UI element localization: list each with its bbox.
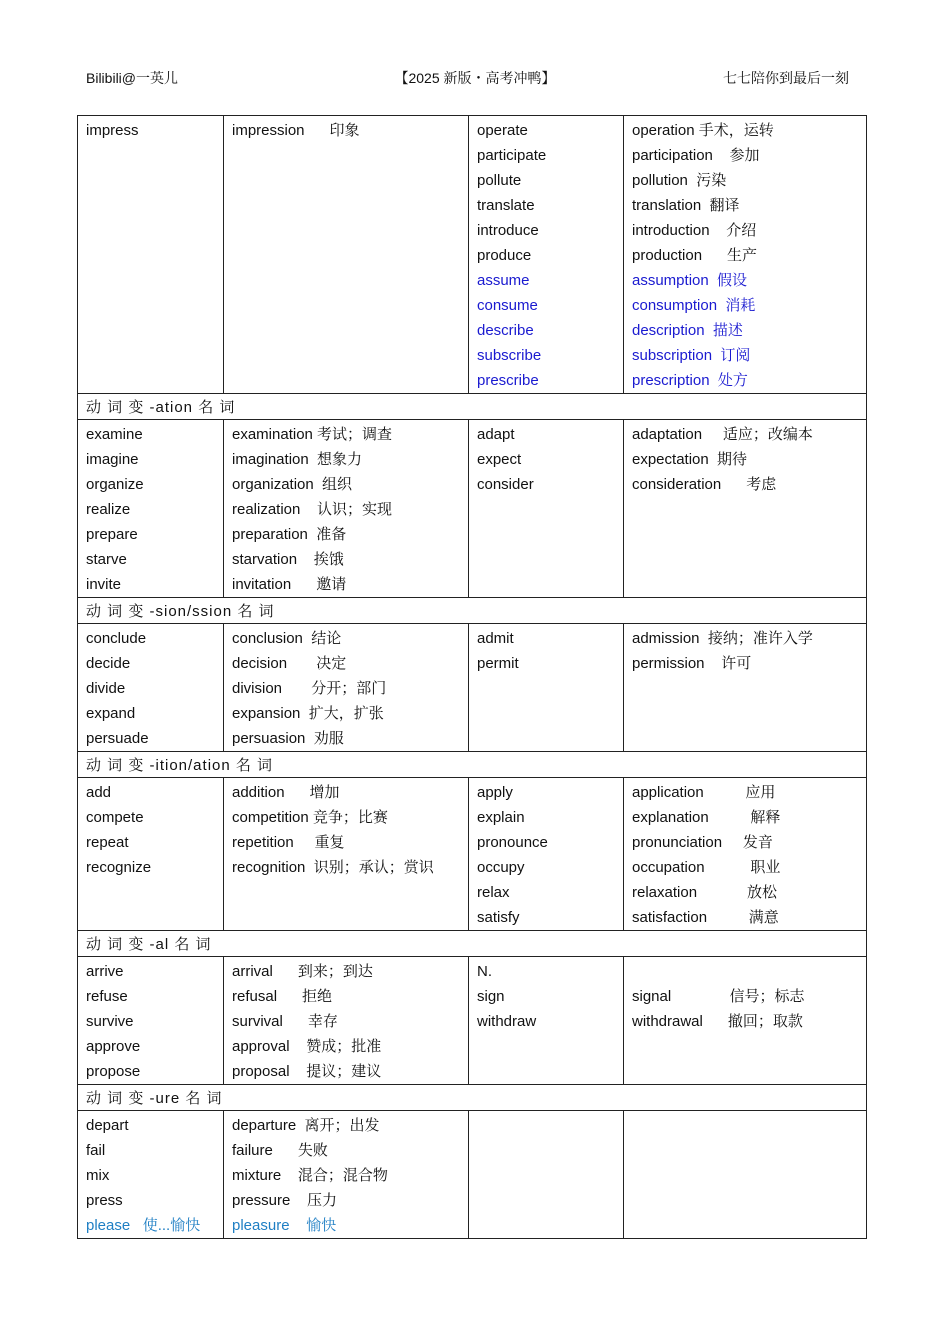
word-line: participate [477,147,547,164]
word-line: adapt [477,426,515,443]
word-line: decide [86,655,131,672]
table-row [78,116,867,394]
word-line: satisfaction 满意 [632,909,779,926]
word-line: propose [86,1063,141,1080]
word-line: mix [86,1167,110,1184]
word-line: apply [477,784,513,801]
word-line: fail [86,1142,106,1159]
word-line: imagine [86,451,139,468]
word-line: prescription 处方 [632,372,748,389]
word-line: explanation 解释 [632,809,781,826]
word-line: invite [86,576,122,593]
table-cell-c3 [469,957,624,1085]
word-line: introduction 介绍 [632,222,757,239]
word-line: explain [477,809,525,826]
word-line: expansion 扩大，扩张 [232,705,384,722]
table-cell-c4 [624,1111,867,1239]
word-line: pronunciation 发音 [632,834,773,851]
word-line: imagination 想象力 [232,451,363,468]
word-line: relax [477,884,510,901]
word-line: subscription 订阅 [632,347,751,364]
table-cell-c1 [78,624,224,752]
word-line: translation 翻译 [632,197,740,214]
word-line: examine [86,426,143,443]
word-line: organization 组织 [232,476,353,493]
word-line: relaxation 放松 [632,884,778,901]
word-line: realize [86,501,131,518]
vocab-table [77,115,867,1239]
word-line: expectation 期待 [632,451,748,468]
word-line: approval 赞成；批准 [232,1038,382,1055]
section-header-row [78,394,867,420]
word-line: failure 失败 [232,1142,328,1159]
table-cell-c1 [78,116,224,394]
word-line: pleasure 愉快 [232,1217,337,1234]
word-line: prescribe [477,372,539,389]
word-line: refuse [86,988,128,1005]
word-line: occupy [477,859,525,876]
word-line: departure 离开；出发 [232,1117,380,1134]
section-header-row [78,752,867,778]
table-row [78,1111,867,1239]
table-cell-c2 [224,116,469,394]
word-line: description 描述 [632,322,743,339]
word-line: assumption 假设 [632,272,748,289]
word-line: prepare [86,526,138,543]
word-line: sign [477,988,505,1005]
section-header-row [78,598,867,624]
word-line: consider [477,476,534,493]
header-center: 【2025 新版・高考冲鸭】 [394,70,556,86]
word-line: participation 参加 [632,147,760,164]
word-line: pressure 压力 [232,1192,338,1209]
table-cell-c4 [624,624,867,752]
word-line: competition 竞争；比赛 [232,809,388,826]
section-title: 动 词 变 -ition/ation 名 词 [78,752,867,778]
word-line: division 分开；部门 [232,680,387,697]
word-line: arrival 到来；到达 [232,963,373,980]
table-cell-c2 [224,420,469,598]
table-cell-c4 [624,957,867,1085]
word-line [632,959,858,984]
table-cell-c2 [224,778,469,931]
word-line: pronounce [477,834,548,851]
word-line: approve [86,1038,141,1055]
table-cell-c1 [78,1111,224,1239]
table-row [78,778,867,931]
word-line: persuasion 劝服 [232,730,344,747]
word-line: survive [86,1013,134,1030]
word-line: translate [477,197,535,214]
word-line: persuade [86,730,149,747]
word-line: operation 手术，运转 [632,122,774,139]
table-cell-c4 [624,778,867,931]
word-line: application 应用 [632,784,776,801]
word-line: consume [477,297,538,314]
header-left: Bilibili@一英儿 [86,70,178,86]
word-line: mixture 混合；混合物 [232,1167,388,1184]
table-cell-c2 [224,1111,469,1239]
table-row [78,624,867,752]
header-right: 七七陪你到最后一刻 [723,70,849,86]
word-line: N. [477,963,492,980]
section-title: 动 词 变 -al 名 词 [78,931,867,957]
word-line: recognition 识别；承认；赏识 [232,859,434,876]
word-line: assume [477,272,530,289]
table-cell-c3 [469,778,624,931]
section-title: 动 词 变 -ure 名 词 [78,1085,867,1111]
section-header-row [78,1085,867,1111]
table-row [78,957,867,1085]
section-title: 动 词 变 -sion/ssion 名 词 [78,598,867,624]
word-line: pollute [477,172,522,189]
word-line: compete [86,809,144,826]
word-line: proposal 提议；建议 [232,1063,382,1080]
table-cell-c1 [78,778,224,931]
word-line: occupation 职业 [632,859,781,876]
word-line: withdrawal 撤回；取款 [632,1013,803,1030]
table-cell-c3 [469,624,624,752]
word-line: press [86,1192,123,1209]
table-cell-c2 [224,624,469,752]
word-line: divide [86,680,126,697]
word-line: pollution 污染 [632,172,727,189]
table-cell-c3 [469,1111,624,1239]
word-line: adaptation 适应；改编本 [632,426,813,443]
table-cell-c3 [469,420,624,598]
word-line: production 生产 [632,247,758,264]
word-line: signal 信号；标志 [632,988,805,1005]
table-cell-c1 [78,957,224,1085]
word-line: satisfy [477,909,520,926]
word-line: consideration 考虑 [632,476,777,493]
table-cell-c4 [624,116,867,394]
word-line: admit [477,630,514,647]
word-line: starve [86,551,127,568]
word-line: add [86,784,112,801]
word-line: addition 增加 [232,784,340,801]
word-line: permission 许可 [632,655,752,672]
word-line: please 使...愉快 [86,1217,201,1234]
word-line: arrive [86,963,124,980]
section-header-row [78,931,867,957]
word-line: starvation 挨饿 [232,551,344,568]
word-line: refusal 拒绝 [232,988,333,1005]
word-line: expand [86,705,136,722]
word-line: describe [477,322,534,339]
table-cell-c3 [469,116,624,394]
word-line: recognize [86,859,152,876]
word-line: conclusion 结论 [232,630,342,647]
word-line: permit [477,655,519,672]
word-line: decision 决定 [232,655,347,672]
word-line: preparation 准备 [232,526,347,543]
word-line: introduce [477,222,539,239]
word-line: organize [86,476,144,493]
section-title: 动 词 变 -ation 名 词 [78,394,867,420]
word-line: admission 接纳；准许入学 [632,630,813,647]
word-line: impression 印象 [232,122,360,139]
word-line: expect [477,451,522,468]
word-line: subscribe [477,347,542,364]
word-line: realization 认识；实现 [232,501,393,518]
table-cell-c2 [224,957,469,1085]
table-row [78,420,867,598]
word-line: impress [86,122,139,139]
word-line: withdraw [477,1013,537,1030]
table-cell-c1 [78,420,224,598]
word-line: depart [86,1117,129,1134]
word-line: consumption 消耗 [632,297,756,314]
word-line: conclude [86,630,147,647]
word-line: examination 考试；调查 [232,426,393,443]
word-line: repeat [86,834,129,851]
word-line: operate [477,122,528,139]
table-cell-c4 [624,420,867,598]
word-line: invitation 邀请 [232,576,347,593]
word-line: repetition 重复 [232,834,345,851]
word-line: produce [477,247,532,264]
word-line: survival 幸存 [232,1013,338,1030]
